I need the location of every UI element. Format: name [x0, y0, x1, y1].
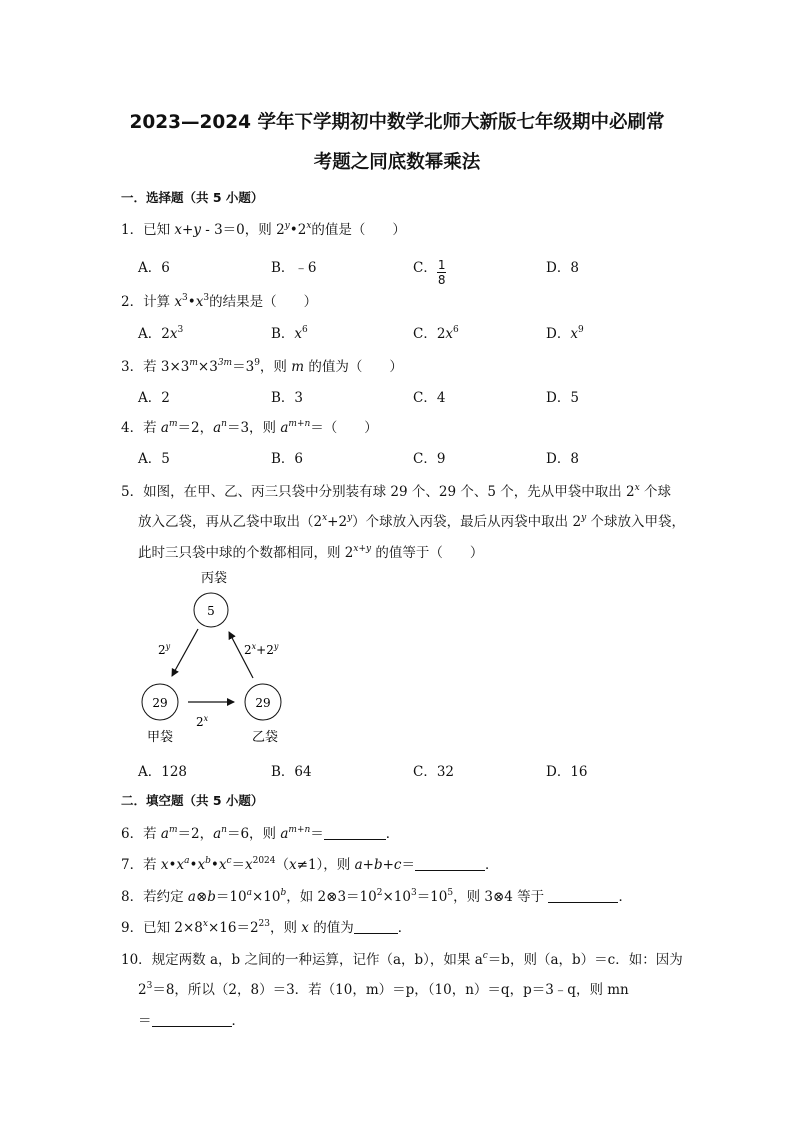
q5-option-d: D．16 — [546, 764, 588, 780]
q3-option-d: D．5 — [546, 390, 579, 406]
yi-bag-count: 29 — [255, 696, 271, 710]
q1-option-c: C． $\frac{1}{8}$ — [413, 258, 446, 287]
q2-option-b: B．$x^6$ — [271, 325, 308, 342]
question-9: 9．已知 $2\times 8^x\times 16=2^{23}$，则 x 的值为 ． — [121, 919, 412, 936]
question-10-line-1: 10．规定两数 a，b 之间的一种运算，记作（a，b），如果 $a^c=b$，则（a，b）＝c．如：因为 — [121, 951, 683, 968]
question-5-line-3: 此时三只袋中球的个数都相同，则 $2^{x+y}$ 的值等于（ ） — [138, 544, 484, 561]
q4-option-a: A．5 — [138, 451, 170, 467]
q4-option-c: C．9 — [413, 451, 446, 467]
q2-option-d: D．$x^9$ — [546, 325, 584, 342]
answer-blank[interactable] — [548, 890, 618, 903]
page-title-line-2: 考题之同底数幂乘法 — [313, 152, 481, 173]
q1-option-a: A．6 — [138, 260, 170, 276]
answer-blank[interactable] — [354, 921, 398, 934]
question-10-line-2: $2^3=8$，所以（2，8）＝3．若（10，m）＝p，（10，n）＝q，p＝3﹣q，则 mn — [138, 981, 629, 998]
question-7: 7．若 $x•x^a•x^b•x^c=x^{2024}(x\ne 1)$，则 a+b+c＝ ． — [121, 856, 499, 873]
q3-option-a: A．2 — [138, 390, 170, 406]
question-8: 8．若约定 $a\otimes b=10^a\times 10^b$，如 $2\otimes 3=10^2\times 10^3=10^5$，则 3⊗4 等于 ． — [121, 888, 632, 905]
q4-option-b: B．6 — [271, 451, 304, 467]
fraction-one-eighth: $\frac{1}{8}$ — [437, 258, 446, 287]
question-1: 1．已知 x+y - 3＝0，则 2$^y$•2$^x$的值是（ ） — [121, 221, 406, 238]
q5-option-a: A．128 — [138, 764, 188, 780]
arrow-bing-to-jia-label: 2$^y$ — [158, 642, 171, 657]
question-6: 6．若 $a^m=2$，$a^n=6$，则 $a^{m+n}=$ ． — [121, 825, 400, 842]
question-5-line-2: 放入乙袋，再从乙袋中取出$(2^x+2^y)$个球放入丙袋，最后从丙袋中取出 2$^y$ 个球放入甲袋， — [138, 513, 685, 530]
question-10-line-3: ＝ ． — [138, 1013, 245, 1029]
question-4: 4．若 $a^m=2$，$a^n=3$，则 $a^{m+n}=$（ ） — [121, 419, 378, 436]
arrow-bing-to-jia — [172, 629, 198, 676]
q1-option-b: B．﹣6 — [271, 260, 317, 276]
q2-option-c: C．$2x^6$ — [413, 325, 459, 342]
answer-blank[interactable] — [324, 827, 386, 840]
q2-option-a: A．$2x^3$ — [138, 325, 184, 342]
question-5-line-1: 5．如图，在甲、乙、丙三只袋中分别装有球 29 个、29 个、5 个，先从甲袋中取出 2$^x$ 个球 — [121, 483, 671, 500]
q5-option-c: C．32 — [413, 764, 455, 780]
bag-transfer-diagram — [120, 565, 320, 750]
q4-option-d: D．8 — [546, 451, 579, 467]
bing-bag-label: 丙袋 — [200, 571, 228, 586]
arrow-yi-to-bing-label: $2^x+2^y$ — [244, 642, 279, 657]
section-heading-fill-in: 二．填空题（共 5 小题） — [121, 793, 264, 808]
answer-blank[interactable] — [415, 858, 485, 871]
section-heading-choice: 一．选择题（共 5 小题） — [121, 190, 264, 205]
bing-bag-count: 5 — [207, 604, 215, 618]
answer-blank[interactable] — [152, 1014, 232, 1027]
page-title-line-1: 2023—2024 学年下学期初中数学北师大新版七年级期中必刷常 — [129, 112, 665, 133]
jia-bag-label: 甲袋 — [146, 730, 174, 745]
q3-option-c: C．4 — [413, 390, 446, 406]
q1-option-d: D．8 — [546, 260, 579, 276]
jia-bag-count: 29 — [152, 696, 168, 710]
question-3: 3．若 $3\times 3^m\times 3^{3m}=3^9$，则 m 的值为（ ） — [121, 358, 403, 375]
question-2: 2．计算 $x^3•x^3$的结果是（ ） — [121, 293, 318, 310]
q3-option-b: B．3 — [271, 390, 304, 406]
yi-bag-label: 乙袋 — [251, 730, 279, 745]
arrow-jia-to-yi-label: 2$^x$ — [196, 714, 209, 729]
q5-option-b: B．64 — [271, 764, 312, 780]
